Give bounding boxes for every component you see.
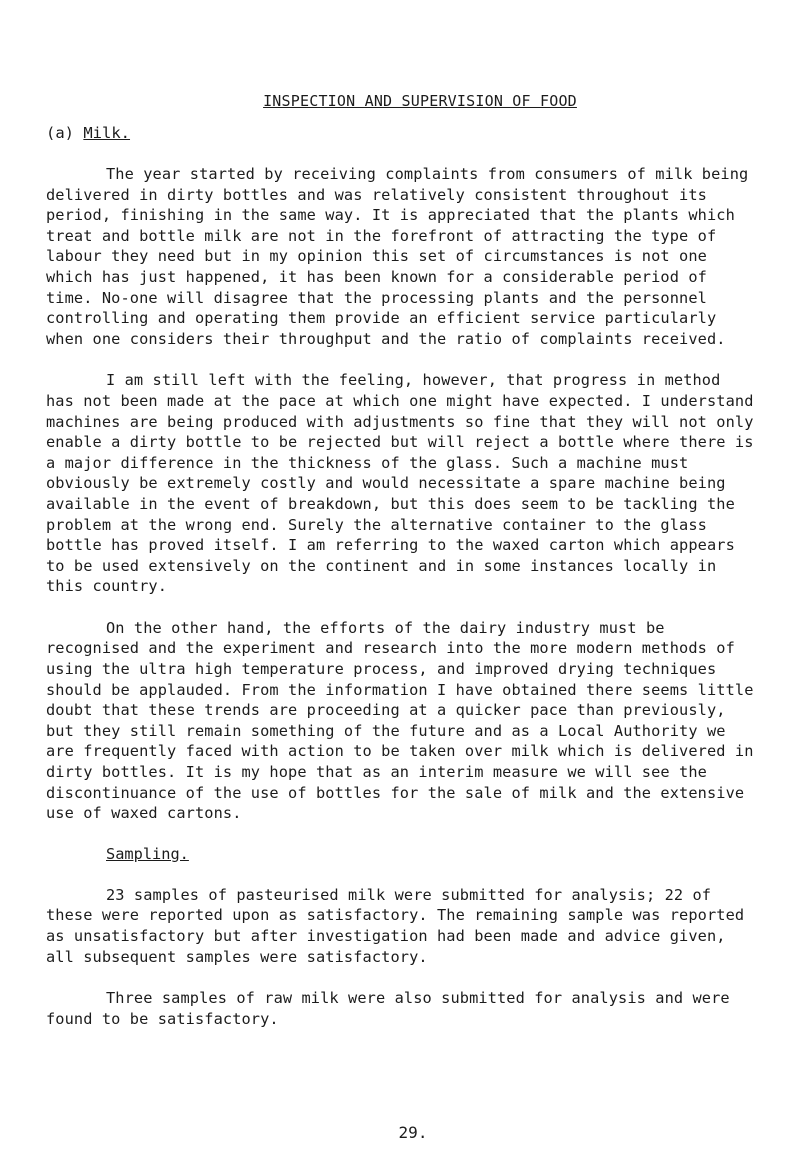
sampling-subheading <box>46 845 754 863</box>
paragraph-complaints: The year started by receiving complaints from consumers of milk being delivered in dirty bottles and was relatively consistent throughout its period, finishing in the same way. It is appreciated that the plants which treat and bottle milk are not in the forefront of attracting the type of labour they need but in my opinion this set of circumstances is not one which has just happened, it has been known for a considerable period of time. No-one will disagree that the processing plants and the personnel controlling and operating them provide an efficient service particularly when one considers their throughput and the ratio of complaints received. <box>46 165 749 348</box>
section-marker: (a) <box>46 124 74 142</box>
paragraph-machines: I am still left with the feeling, however, that progress in method has not been made at the pace at which one might have expected. I understand machines are being produced with adjustments so fine that they will not only enable a dirty bottle to be rejected but will reject a bottle where there is a major difference in the thickness of the glass. Such a machine must obviously be extremely costly and would necessitate a spare machine being available in the event of breakdown, but this does seem to be tackling the problem at the wrong end. Surely the alternative container to the glass bottle has proved itself. I am referring to the waxed carton which appears to be used extensively on the continent and in some instances locally in this country. <box>46 371 754 596</box>
section-label <box>46 124 754 142</box>
section-title: Milk. <box>83 124 131 142</box>
paragraph-raw-samples: Three samples of raw milk were also submitted for analysis and were found to be satisfactory. <box>46 989 730 1028</box>
sampling-title: Sampling. <box>106 844 189 863</box>
paragraph-pasteurised-samples: 23 samples of pasteurised milk were submitted for analysis; 22 of these were reported upon as satisfactory. The remaining sample was reported as unsatisfactory but after investigation had been made and advice given, all subsequent samples were satisfactory. <box>46 885 745 966</box>
page-heading: INSPECTION AND SUPERVISION OF FOOD <box>263 92 577 110</box>
page-number: 29. <box>398 1123 428 1142</box>
paragraph-dairy-industry: On the other hand, the efforts of the dairy industry must be recognised and the experiment and research into the more modern methods of using the ultra high temperature process, and improved drying techniques should be applauded. From the information I have obtained there seems little doubt that these trends are proceeding at a quicker pace than previously, but they still remain something of the future and as a Local Authority we are frequently faced with action to be taken over milk which is delivered in dirty bottles. It is my hope that as an interim measure we will see the discontinuance of the use of bottles for the sale of milk and the extensive use of waxed cartons. <box>46 618 754 823</box>
